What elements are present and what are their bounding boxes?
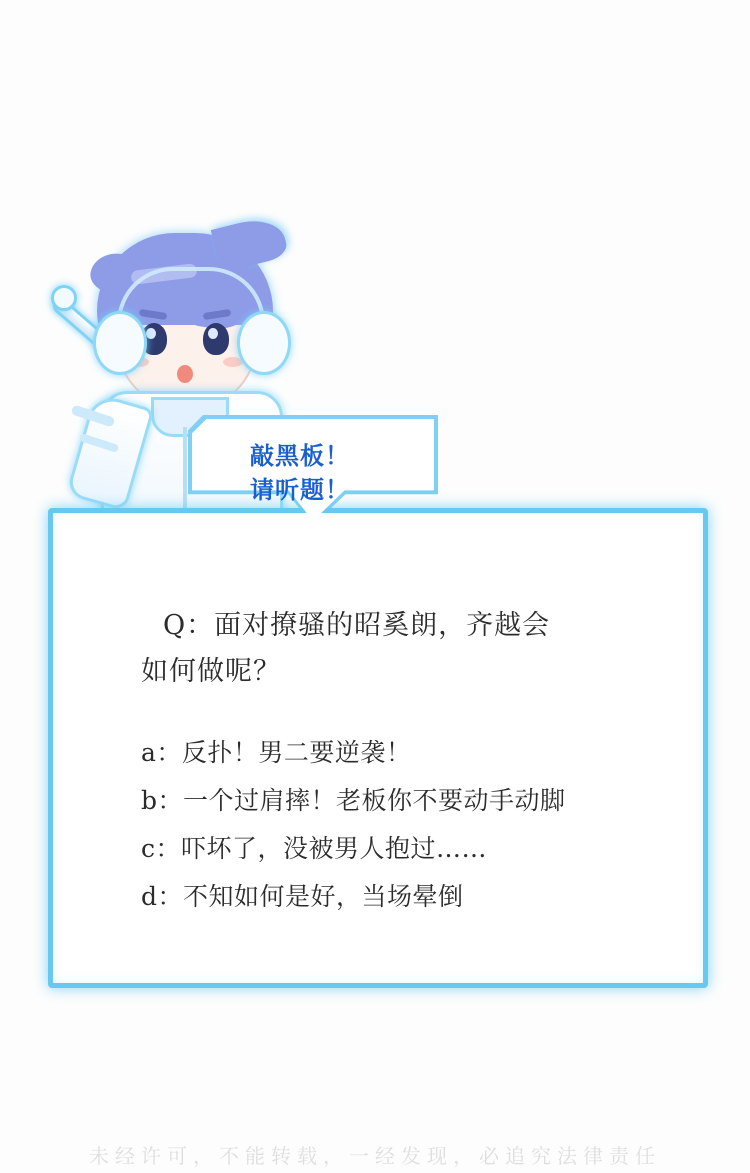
speech-line-1: 敲黑板！ (250, 442, 350, 470)
question-board (48, 508, 708, 988)
question-line-1: Q：面对撩骚的昭奚朗，齐越会 (163, 610, 551, 641)
pointer-tip-icon (51, 285, 77, 311)
question-board-content (141, 603, 663, 921)
eye-right (203, 323, 229, 355)
question-line-2: 如何做呢？ (141, 656, 281, 687)
copyright-watermark: 未经许可，不能转载，一经发现，必追究法律责任 (89, 1144, 661, 1168)
answer-option-d[interactable]: d：不知如何是好，当场晕倒 (141, 882, 464, 911)
speech-line-2: 请听题！ (250, 476, 350, 504)
mouth (177, 365, 193, 383)
earmuff-right-icon (237, 311, 291, 375)
answer-option-a[interactable]: a：反扑！男二要逆袭！ (141, 738, 412, 767)
answer-options-list (141, 729, 663, 921)
earmuff-left-icon (93, 311, 147, 375)
speech-bubble-text (250, 439, 350, 507)
answer-option-b[interactable]: b：一个过肩摔！老板你不要动手动脚 (141, 786, 566, 815)
answer-option-c[interactable]: c：吓坏了，没被男人抱过…… (141, 834, 488, 863)
